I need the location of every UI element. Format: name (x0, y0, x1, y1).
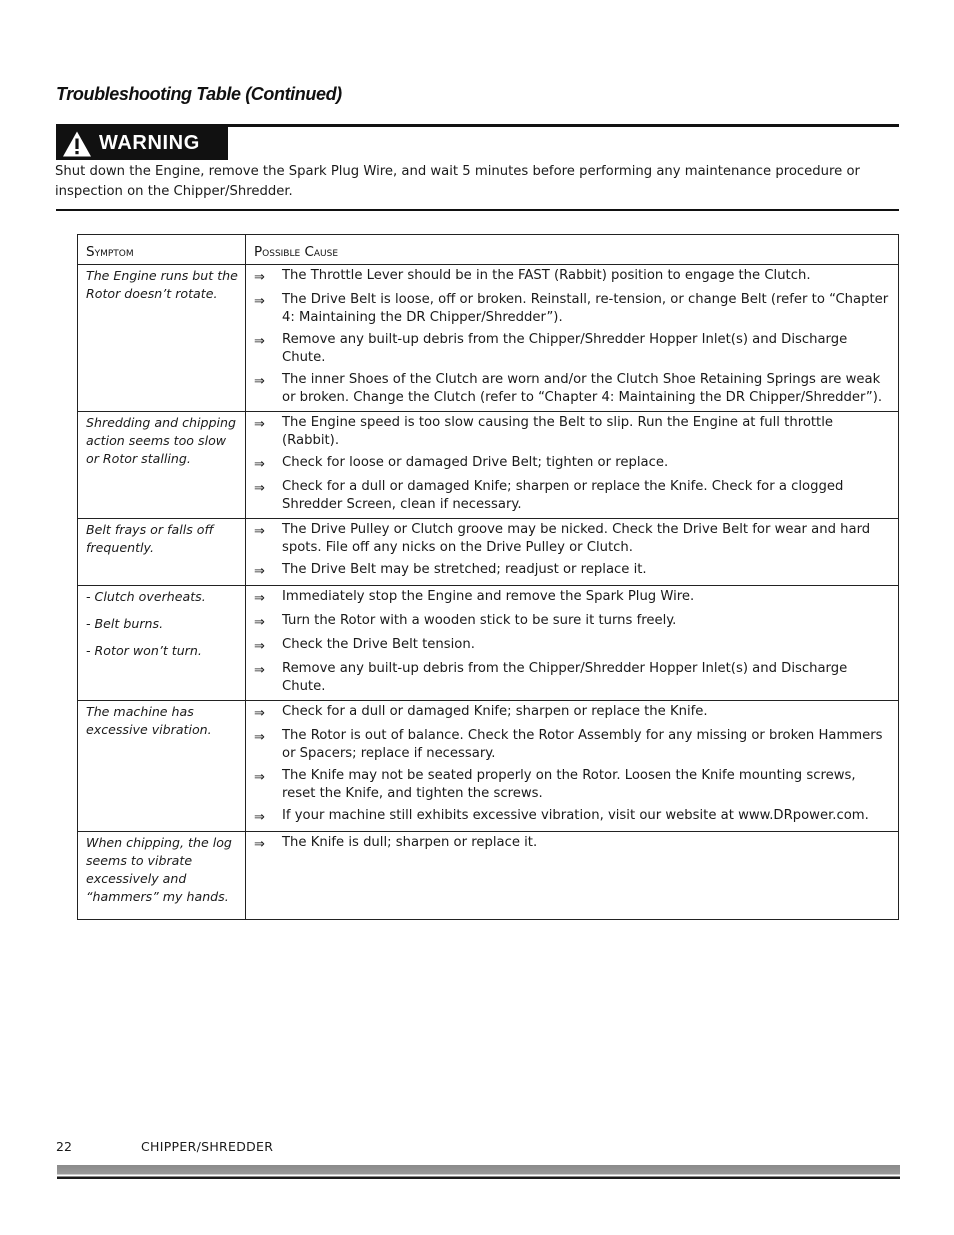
cause-text: Check the Drive Belt tension. (282, 637, 475, 652)
symptom-cell (78, 412, 246, 519)
arrow-icon: ⇒ (254, 591, 265, 606)
arrow-icon: ⇒ (254, 417, 265, 432)
symptom-text: Belt frays or falls off frequently. (86, 522, 214, 555)
symptom-cell (78, 701, 246, 832)
table-row (78, 412, 899, 519)
cause-item (254, 767, 890, 803)
cause-item (254, 371, 890, 407)
arrow-icon: ⇒ (254, 810, 265, 825)
symptom-text: When chipping, the log seems to vibrate excessively and “hammers” my hands. (86, 835, 232, 904)
footer-bar (57, 1165, 900, 1179)
cause-item (254, 478, 890, 514)
arrow-icon: ⇒ (254, 837, 265, 852)
cause-item (254, 267, 890, 287)
cause-item (254, 834, 890, 854)
table-row (78, 832, 899, 920)
symptom-text: The Engine runs but the Rotor doesn’t rotate. (86, 268, 238, 301)
cause-text: The Rotor is out of balance. Check the Rotor Assembly for any missing or broken Hammers or Spacers; replace if necessary. (282, 728, 883, 761)
symptom-text: The machine has excessive vibration. (86, 704, 212, 737)
arrow-icon: ⇒ (254, 730, 265, 745)
cause-item (254, 703, 890, 723)
table-row (78, 265, 899, 412)
warning-text: Shut down the Engine, remove the Spark Plug Wire, and wait 5 minutes before performing any maintenance procedure or inspection on the Chipper/Shredder. (55, 164, 860, 199)
cause-item (254, 807, 890, 827)
possible-cause-cell (246, 586, 899, 701)
cause-item (254, 521, 890, 557)
arrow-icon: ⇒ (254, 663, 265, 678)
table-row (78, 586, 899, 701)
page-number: 22 (56, 1139, 72, 1154)
arrow-icon: ⇒ (254, 524, 265, 539)
arrow-icon: ⇒ (254, 270, 265, 285)
arrow-icon: ⇒ (254, 706, 265, 721)
troubleshooting-table (77, 234, 899, 920)
cause-text: The inner Shoes of the Clutch are worn and/or the Clutch Shoe Retaining Springs are weak or broken. Change the Clutch (refer to “Chapter 4: Maintaining the DR Chipper/Shredder”). (282, 372, 883, 405)
possible-cause-header: Possible Cause (246, 235, 899, 265)
cause-item (254, 727, 890, 763)
cause-text: Remove any built-up debris from the Chipper/Shredder Hopper Inlet(s) and Discharge Chute. (282, 332, 848, 365)
cause-text: Check for a dull or damaged Knife; sharpen or replace the Knife. Check for a clogged Shredder Screen, clean if necessary. (282, 479, 844, 512)
section-title: Troubleshooting Table (Continued) (56, 84, 342, 104)
cause-text: The Drive Belt may be stretched; readjust or replace it. (282, 562, 647, 577)
symptom-text: - Belt burns. (86, 616, 164, 631)
arrow-icon: ⇒ (254, 457, 265, 472)
arrow-icon: ⇒ (254, 374, 265, 389)
cause-text: The Drive Pulley or Clutch groove may be nicked. Check the Drive Belt for wear and hard spots. File off any nicks on the Drive Pulley or Clutch. (282, 522, 871, 555)
cause-text: Remove any built-up debris from the Chipper/Shredder Hopper Inlet(s) and Discharge Chute. (282, 661, 848, 694)
possible-cause-cell (246, 265, 899, 412)
symptom-text: - Clutch overheats. (86, 589, 206, 604)
warning-bottom-rule (56, 209, 899, 211)
symptom-header: Symptom (78, 235, 246, 265)
warning-badge (56, 127, 228, 160)
cause-item (254, 331, 890, 367)
arrow-icon: ⇒ (254, 615, 265, 630)
possible-cause-cell (246, 832, 899, 920)
symptom-text: Shredding and chipping action seems too slow or Rotor stalling. (86, 415, 236, 466)
cause-item (254, 454, 890, 474)
cause-text: The Engine speed is too slow causing the Belt to slip. Run the Engine at full throttle (Rabbit). (282, 415, 834, 448)
cause-item (254, 636, 890, 656)
footer-label: CHIPPER/SHREDDER (141, 1139, 274, 1154)
cause-item (254, 588, 890, 608)
cause-text: Turn the Rotor with a wooden stick to be sure it turns freely. (282, 613, 677, 628)
arrow-icon: ⇒ (254, 639, 265, 654)
cause-text: If your machine still exhibits excessive vibration, visit our website at www.DRpower.com. (282, 808, 869, 823)
cause-item (254, 660, 890, 696)
cause-item (254, 291, 890, 327)
cause-text: Check for a dull or damaged Knife; sharpen or replace the Knife. (282, 704, 708, 719)
symptom-cell (78, 519, 246, 586)
symptom-cell (78, 265, 246, 412)
warning-triangle-icon (62, 130, 92, 158)
cause-text: Immediately stop the Engine and remove the Spark Plug Wire. (282, 589, 695, 604)
arrow-icon: ⇒ (254, 770, 265, 785)
cause-text: The Throttle Lever should be in the FAST (Rabbit) position to engage the Clutch. (282, 268, 811, 283)
table-header-row (78, 235, 899, 265)
symptom-cell (78, 832, 246, 920)
cause-text: The Drive Belt is loose, off or broken. Reinstall, re-tension, or change Belt (refer to “Chapter 4: Maintaining the DR Chipper/Shredder”). (282, 292, 889, 325)
possible-cause-cell (246, 519, 899, 586)
cause-text: The Knife may not be seated properly on the Rotor. Loosen the Knife mounting screws, reset the Knife, and tighten the screws. (282, 768, 856, 801)
cause-item (254, 414, 890, 450)
symptom-cell (78, 586, 246, 701)
possible-cause-cell (246, 412, 899, 519)
arrow-icon: ⇒ (254, 481, 265, 496)
cause-text: Check for loose or damaged Drive Belt; tighten or replace. (282, 455, 669, 470)
table-row (78, 701, 899, 832)
cause-item (254, 561, 890, 581)
arrow-icon: ⇒ (254, 294, 265, 309)
arrow-icon: ⇒ (254, 564, 265, 579)
symptom-text: - Rotor won’t turn. (86, 643, 202, 658)
table-row (78, 519, 899, 586)
arrow-icon: ⇒ (254, 334, 265, 349)
table-body (78, 265, 899, 920)
cause-text: The Knife is dull; sharpen or replace it. (282, 835, 538, 850)
cause-item (254, 612, 890, 632)
possible-cause-cell (246, 701, 899, 832)
warning-label: WARNING (99, 132, 200, 154)
